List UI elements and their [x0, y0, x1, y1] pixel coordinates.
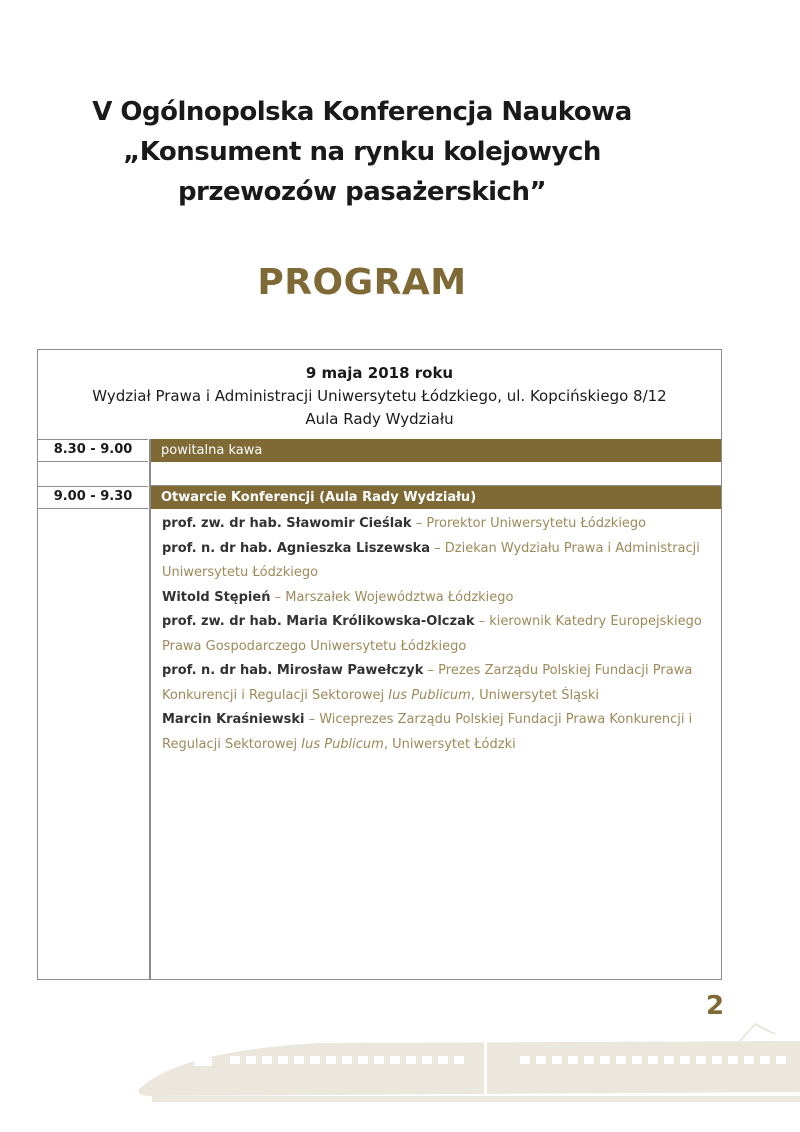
speaker-role: – Marszałek Województwa Łódzkiego — [270, 589, 514, 605]
column-divider — [149, 439, 151, 979]
speaker-item — [162, 659, 713, 708]
speaker-list — [162, 512, 713, 757]
speaker-name: prof. n. dr hab. Mirosław Pawełczyk — [162, 663, 424, 678]
speaker-role: – Prorektor Uniwersytetu Łódzkiego — [411, 516, 647, 531]
speaker-name: prof. n. dr hab. Agnieszka Liszewska — [162, 540, 430, 556]
session-row-coffee — [38, 439, 721, 462]
program-heading: PROGRAM — [257, 262, 467, 303]
session-row-opening — [38, 486, 721, 509]
session-time: 9.00 - 9.30 — [38, 486, 148, 509]
speaker-affiliation: , Uniwersytet Śląski — [470, 687, 599, 703]
session-label: Otwarcie Konferencji (Aula Rady Wydziału) — [150, 486, 721, 509]
foundation-name: Ius Publicum — [388, 687, 471, 703]
conference-title-line-3: przewozów pasażerskich” — [177, 177, 547, 207]
speaker-affiliation: , Uniwersytet Łódzki — [383, 736, 516, 752]
speaker-role: – Wiceprezes Zarządu Polskiej Fundacji Prawa Konkurencji i Regulacji Sektorowej — [162, 712, 693, 752]
conference-title — [0, 92, 724, 212]
program-table — [37, 349, 722, 980]
speaker-name: Marcin Kraśniewski — [162, 712, 305, 727]
foundation-name: Ius Publicum — [301, 736, 384, 752]
session-label: powitalna kawa — [150, 439, 721, 462]
speaker-role: – kierownik Katedry Europejskiego Prawa Gospodarczego Uniwersytetu Łódzkiego — [162, 614, 702, 654]
event-place: Wydział Prawa i Administracji Uniwersytetu Łódzkiego, ul. Kopcińskiego 8/12 — [92, 387, 667, 405]
speaker-role: – Prezes Zarządu Polskiej Fundacji Prawa Konkurencji i Regulacji Sektorowej — [162, 663, 693, 703]
speaker-item — [162, 537, 713, 586]
session-time: 8.30 - 9.00 — [38, 439, 148, 462]
speaker-item — [162, 586, 713, 611]
speaker-item — [162, 610, 713, 659]
speaker-name: Witold Stępień — [162, 589, 271, 605]
speaker-name: prof. zw. dr hab. Sławomir Cieślak — [162, 516, 412, 531]
event-room: Aula Rady Wydziału — [305, 410, 454, 428]
conference-title-line-1: V Ogólnopolska Konferencja Naukowa — [92, 97, 632, 127]
speaker-name: prof. zw. dr hab. Maria Królikowska-Olczak — [162, 614, 475, 629]
program-header — [38, 350, 721, 438]
speaker-role: – Dziekan Wydziału Prawa i Administracji Uniwersytetu Łódzkiego — [162, 540, 700, 580]
event-date: 9 maja 2018 roku — [305, 364, 454, 382]
page-number: 2 — [706, 991, 725, 1021]
speaker-item — [162, 512, 713, 537]
train-illustration — [0, 1010, 800, 1132]
conference-title-line-2: „Konsument na rynku kolejowych — [123, 137, 601, 167]
speaker-item — [162, 708, 713, 757]
